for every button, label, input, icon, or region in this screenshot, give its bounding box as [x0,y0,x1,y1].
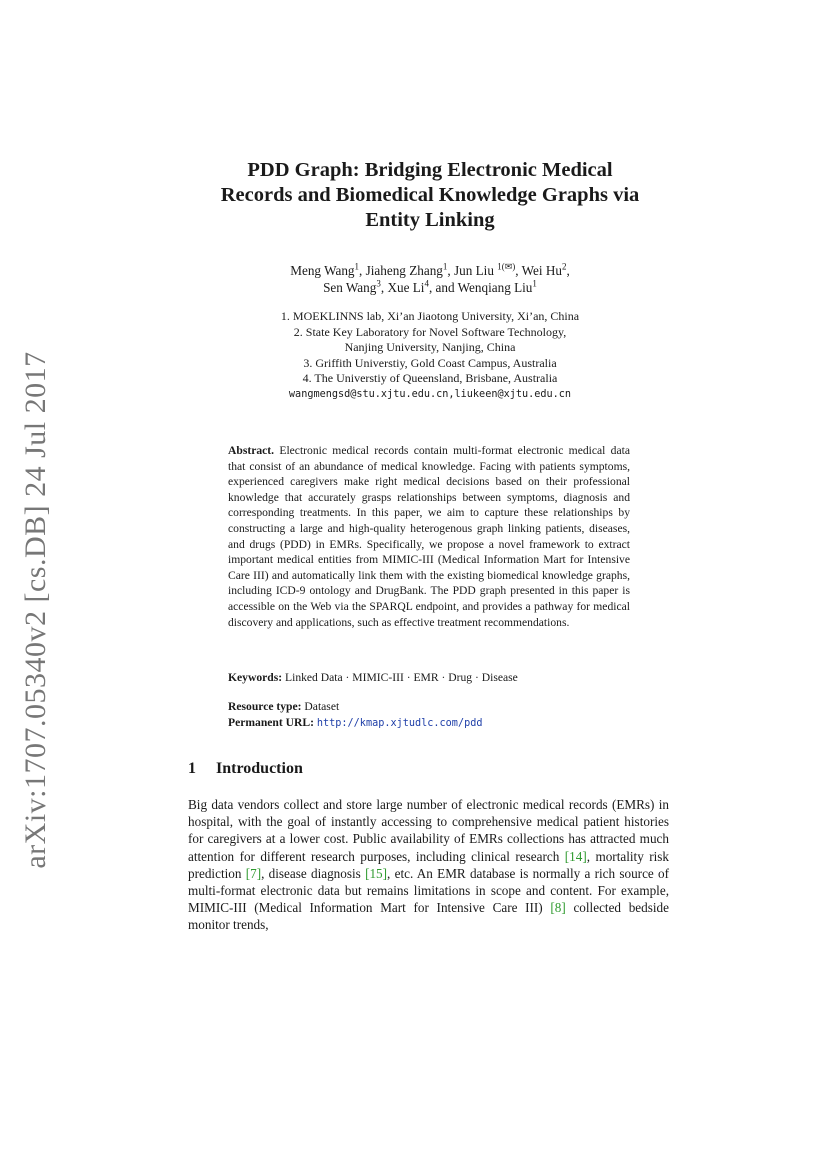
citation-link[interactable]: [14] [564,848,587,864]
intro-text: , mortality risk prediction [188,848,670,881]
author-affil-mark: 2 [561,261,567,272]
author-emails: wangmengsd@stu.xjtu.edu.cn,liukeen@xjtu.edu.cn [288,388,572,400]
author-affil-mark: 3 [376,278,381,289]
author-name: Meng Wang [290,263,355,278]
affiliations [150,309,710,402]
keywords-label: Keywords: [228,671,283,684]
title-line: PDD Graph: Bridging Electronic Medical [247,159,613,181]
section-title: Introduction [216,760,303,777]
title-line: Entity Linking [365,209,495,231]
abstract-label: Abstract. [228,444,275,457]
intro-text: , etc. An EMR database is normally a rich source of multi-format electronic data but remains limitations in scope and content. For example, MIMIC-III (Medical Information Mart for Intensive Care III) [188,865,670,916]
affiliation-line: 3. Griffith Universtiy, Gold Coast Campus, Australia [303,355,557,370]
title-line: Records and Biomedical Knowledge Graphs via [220,184,640,206]
author-list: Meng Wang$^1$, Jiaheng Zhang$^1$, Jun Liu $^{1(✉)}$, Wei Hu$^2$, Sen Wang$^3$, Xue Li$^4$, and Wenqiang Liu$^1$ [290,261,570,295]
abstract [228,443,630,630]
paper-title [150,158,710,233]
author-affil-mark: 1(✉) [497,261,516,272]
keywords [228,670,630,686]
intro-text: Big data vendors collect and store large number of electronic medical records (EMRs) in hospital, with the goal of instantly accessing to comprehensive medical patient histories for caregivers at a lower cost. Public availability of EMRs collections has attracted much attention for different research purposes, including clinical research [188,797,669,864]
section-heading [188,760,303,778]
author-name: Jun Liu [453,263,494,278]
citation-link[interactable]: [8] [550,900,566,916]
author-affil-mark: 1 [442,261,448,272]
arxiv-identifier: arXiv:1707.05340v2 [cs.DB] 24 Jul 2017 [19,351,52,869]
author-name: Sen Wang [323,280,377,295]
author-name: Xue Li [387,280,425,295]
author-name: Jiaheng Zhang [365,263,443,278]
intro-text: , disease diagnosis [261,865,361,881]
affiliation-line: 1. MOEKLINNS lab, Xi’an Jiaotong University, Xi’an, China [280,309,580,323]
author-affil-mark: 1 [354,261,360,272]
citation-link[interactable]: [7] [245,865,262,881]
keywords-text: Linked Data · MIMIC-III · EMR · Drug · Disease [285,671,518,684]
author-name: and Wenqiang Liu [435,280,533,295]
permanent-url-link[interactable]: http://kmap.xjtudlc.com/pdd [316,717,483,729]
resource-type-value: Dataset [304,700,340,713]
abstract-text: Electronic medical records contain multi-format electronic medical data that consist of an abundance of medical knowledge. Facing with patients symptoms, experienced caregivers make right medical decisions based on their professional knowledge that accurately grasps relationships between symptoms, diagnosis and corresponding treatments. In this paper, we aim to capture these relationships by constructing a large and high-quality heterogenous graph linking patients, diseases, and drugs (PDD) in EMRs. Specifically, we propose a novel framework to extract important medical entities from MIMIC-III (Medical Information Mart for Intensive Care III) and automatically link them with the existing biomedical knowledge graphs, including ICD-9 ontology and DrugBank. The PDD graph presented in this paper is accessible on the Web via the SPARQL endpoint, and provides a pathway for medical discovery and applications, such as effective treatment recommendations. [228,444,630,629]
resource-type-label: Resource type: [228,700,302,713]
affiliation-line: Nanjing University, Nanjing, China [344,340,516,354]
introduction-paragraph [188,796,669,934]
author-name: Wei Hu [521,263,562,278]
intro-text: collected bedside monitor trends, [188,900,669,933]
affiliation-line: 4. The Universtiy of Queensland, Brisbane, Australia [302,371,558,385]
section-number: 1 [188,760,196,777]
affiliation-line: 2. State Key Laboratory for Novel Software Technology, [293,324,567,339]
resource-info [228,699,630,731]
permanent-url-label: Permanent URL: [228,715,314,729]
author-affil-mark: 4 [424,278,429,289]
citation-link[interactable]: [15] [365,865,388,881]
author-affil-mark: 1 [532,278,537,289]
